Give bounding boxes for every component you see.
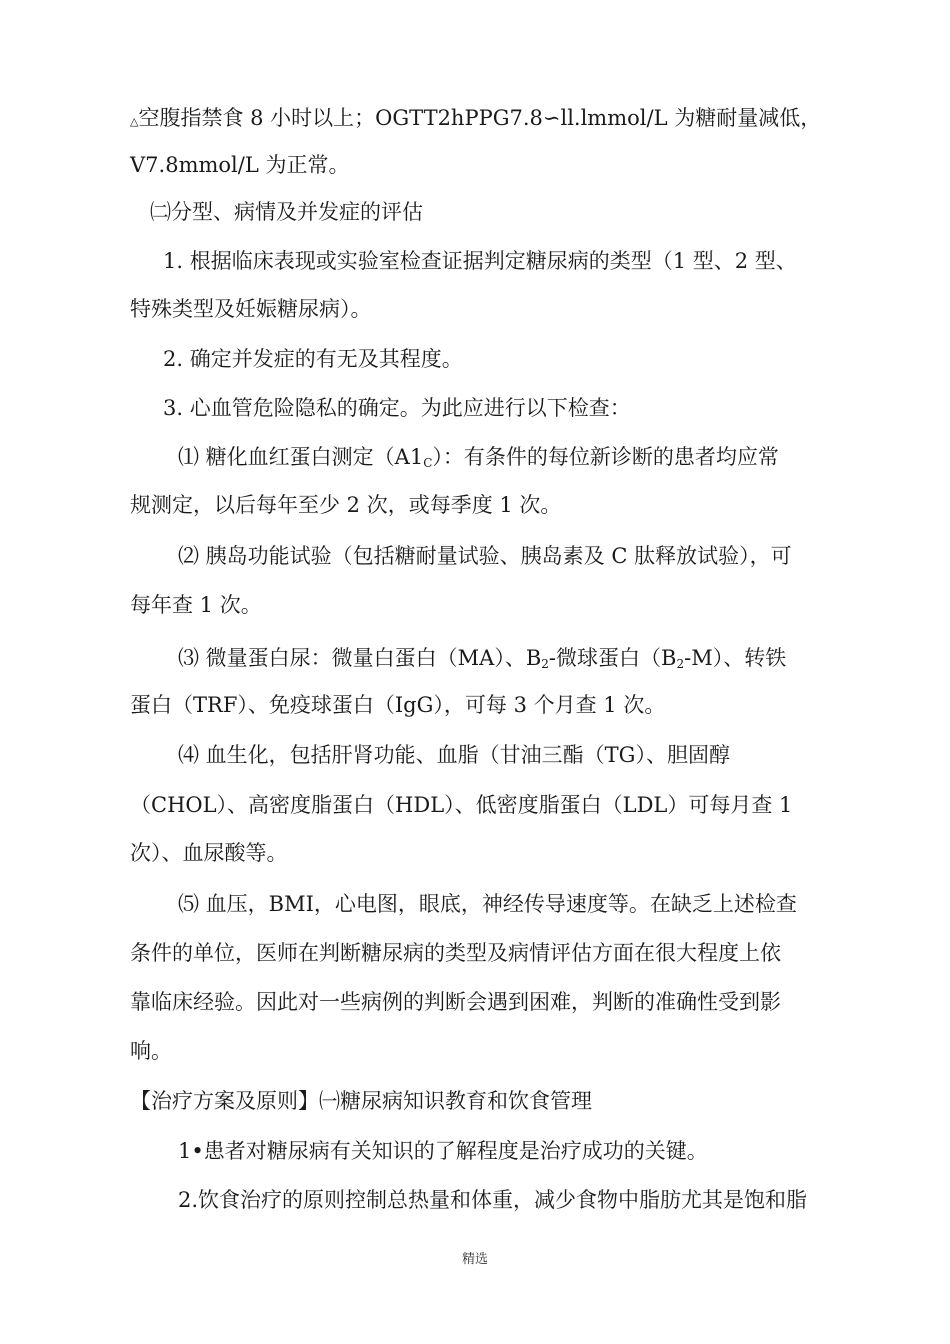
line-text: -M）、转铁 [684, 646, 787, 670]
text-line: ⑵ 胰岛功能试验（包括糖耐量试验、胰岛素及 C 肽释放试验），可 [178, 544, 792, 568]
text-line: 靠临床经验。因此对一些病例的判断会遇到困难，判断的准确性受到影 [130, 990, 781, 1014]
text-line: 特殊类型及妊娠糖尿病）。 [130, 297, 372, 321]
text-line [178, 442, 779, 472]
line-text: -微球蛋白（B [548, 646, 677, 670]
text-line: V7.8mmol/L 为正常。 [130, 153, 350, 177]
text-line [178, 643, 786, 673]
text-line: 蛋白（TRF）、免疫球蛋白（IgG），可每 3 个月查 1 次。 [130, 693, 666, 717]
line-text: ）：有条件的每位新诊断的患者均应常 [432, 445, 779, 469]
section-heading: 【治疗方案及原则】㈠糖尿病知识教育和饮食管理 [130, 1089, 592, 1113]
text-line: （CHOL）、高密度脂蛋白（HDL）、低密度脂蛋白（LDL）可每月查 1 [130, 793, 793, 817]
text-line: 每年查 1 次。 [130, 593, 262, 617]
text-line: ⑷ 血生化，包括肝肾功能、血脂（甘油三酯（TG）、胆固醇 [178, 743, 730, 767]
text-line: 响。 [130, 1039, 172, 1063]
text-line [130, 103, 821, 137]
text-line: 规测定，以后每年至少 2 次，或每季度 1 次。 [130, 493, 562, 517]
line-text: 空腹指禁食 8 小时以上；OGTT2hPPG7.8∽ll.lmmol/L 为糖耐量减低， [138, 106, 822, 130]
text-line: 1•患者对糖尿病有关知识的了解程度是治疗成功的关键。 [178, 1139, 708, 1163]
section-heading: ㈡分型、病情及并发症的评估 [150, 200, 423, 224]
text-line: 2. 确定并发症的有无及其程度。 [163, 347, 463, 371]
line-text: ⑶ 微量蛋白尿：微量白蛋白（MA）、B [178, 646, 542, 670]
text-line: ⑸ 血压，BMI，心电图，眼底，神经传导速度等。在缺乏上述检查 [178, 892, 797, 916]
text-line: 2.饮食治疗的原则控制总热量和体重，减少食物中脂肪尤其是饱和脂 [178, 1188, 808, 1212]
text-line: 1. 根据临床表现或实验室检查证据判定糖尿病的类型（1 型、2 型、 [163, 249, 797, 273]
text-line: 条件的单位，医师在判断糖尿病的类型及病情评估方面在很大程度上依 [130, 941, 781, 965]
text-line: 次）、血尿酸等。 [130, 841, 288, 865]
text-line: 3. 心血管危险隐私的确定。为此应进行以下检查： [163, 396, 631, 420]
subscript: 2 [676, 657, 685, 671]
subscript: 2 [541, 657, 549, 671]
line-text: ⑴ 糖化血红蛋白测定（A1 [178, 445, 424, 469]
triangle-mark: △ [130, 115, 139, 128]
subscript: C [423, 456, 433, 470]
page-footer: 精选 [461, 1252, 488, 1267]
